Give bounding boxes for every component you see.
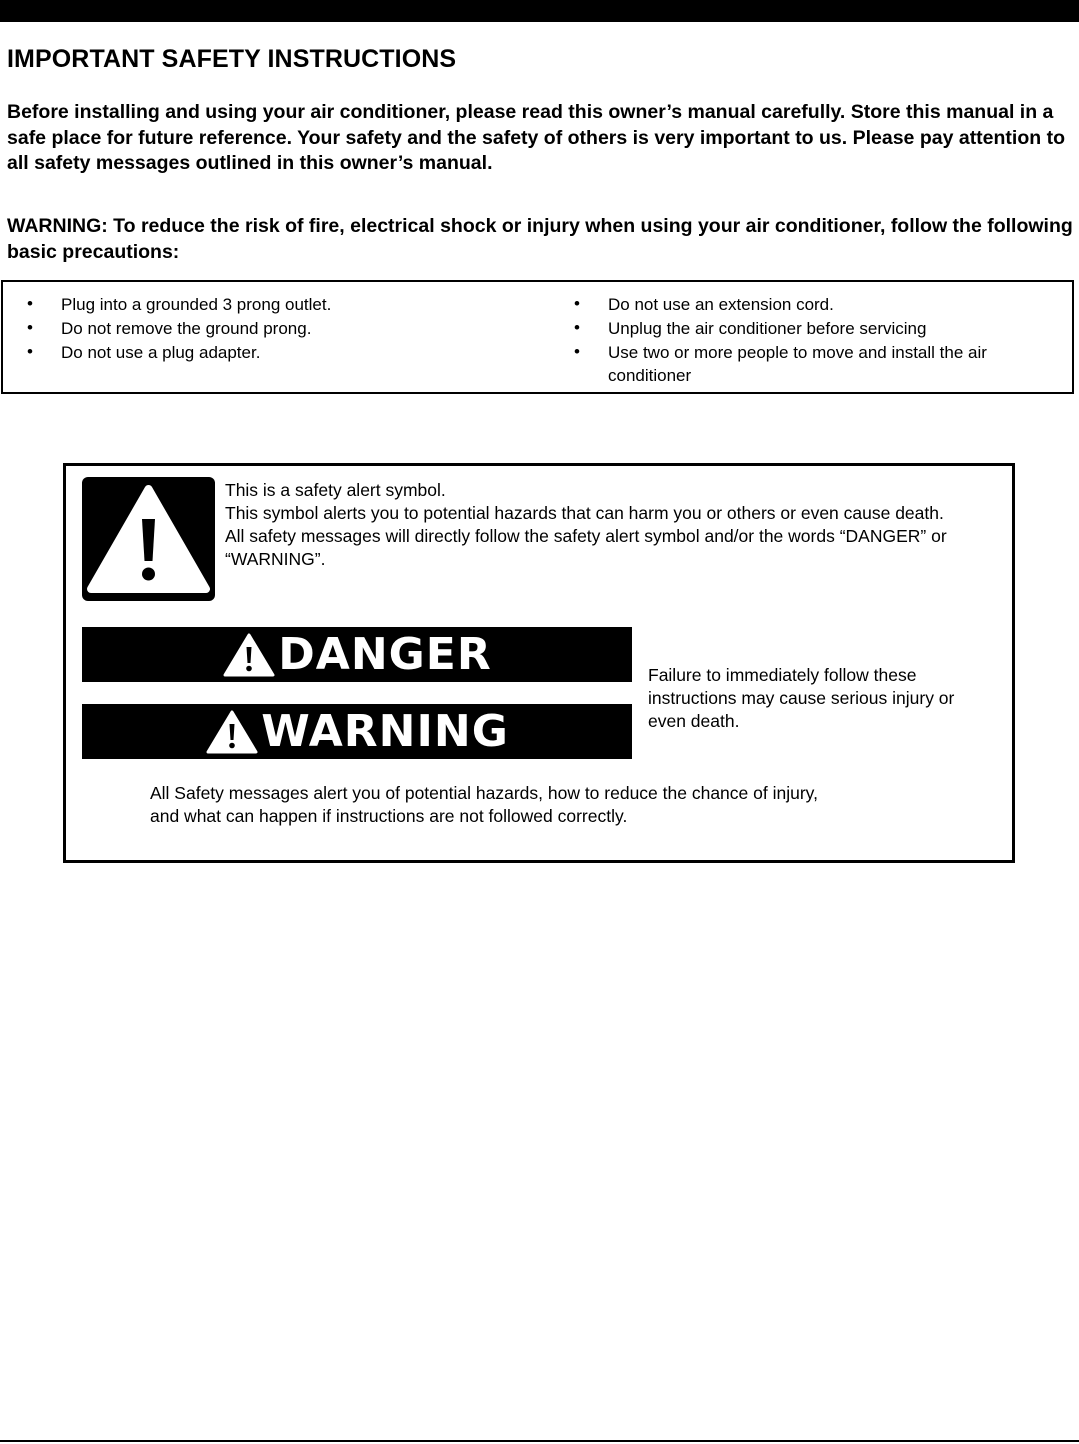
bullet-icon: • bbox=[574, 294, 580, 313]
legend-footer-text bbox=[150, 782, 950, 828]
list-item bbox=[3, 292, 523, 316]
bullet-icon: • bbox=[27, 294, 33, 313]
page-title: IMPORTANT SAFETY INSTRUCTIONS bbox=[7, 45, 457, 73]
precautions-right-list bbox=[550, 292, 1060, 387]
warning-label: WARNING bbox=[261, 705, 509, 757]
symbol-line: This symbol alerts you to potential hazards that can harm you or others or even cause death. bbox=[225, 503, 944, 523]
bullet-icon: • bbox=[27, 342, 33, 361]
danger-alert-icon bbox=[222, 632, 276, 678]
top-black-bar bbox=[0, 0, 1079, 22]
list-item bbox=[3, 316, 523, 340]
precautions-left-list bbox=[3, 292, 523, 364]
list-item bbox=[550, 292, 1060, 316]
list-item bbox=[550, 316, 1060, 340]
precaution-text: Plug into a grounded 3 prong outlet. bbox=[61, 295, 332, 314]
bullet-icon: • bbox=[27, 318, 33, 337]
signal-word-description: Failure to immediately follow these instructions may cause serious injury or even death. bbox=[648, 665, 955, 731]
list-item bbox=[3, 340, 523, 364]
safety-alert-triangle-icon bbox=[82, 477, 215, 601]
precaution-text: Do not use an extension cord. bbox=[608, 295, 834, 314]
bullet-icon: • bbox=[574, 342, 580, 361]
footer-line: and what can happen if instructions are not followed correctly. bbox=[150, 806, 628, 826]
precaution-text: Do not remove the ground prong. bbox=[61, 319, 312, 338]
precaution-text: Do not use a plug adapter. bbox=[61, 343, 261, 362]
bullet-icon: • bbox=[574, 318, 580, 337]
footer-line: All Safety messages alert you of potential hazards, how to reduce the chance of injury, bbox=[150, 783, 818, 803]
safety-symbol-description bbox=[225, 479, 1000, 571]
symbol-line: This is a safety alert symbol. bbox=[225, 480, 446, 500]
safety-legend-box bbox=[63, 463, 1015, 863]
precautions-box bbox=[1, 280, 1074, 394]
bottom-divider bbox=[0, 1440, 1079, 1442]
list-item bbox=[550, 340, 1060, 387]
danger-banner bbox=[82, 627, 632, 682]
intro-paragraph: Before installing and using your air conditioner, please read this owner’s manual carefully. Store this manual in a safe place for future reference. Your safety and the safety of others is very important to us. Please pay attention to all safety messages outlined in this owner’s manual. bbox=[7, 101, 1065, 174]
precaution-text: Use two or more people to move and install the air conditioner bbox=[608, 343, 987, 385]
danger-label: DANGER bbox=[278, 628, 492, 680]
warning-lead-paragraph: WARNING: To reduce the risk of fire, electrical shock or injury when using your air conditioner, follow the following basic precautions: bbox=[7, 215, 1073, 263]
precaution-text: Unplug the air conditioner before servicing bbox=[608, 319, 927, 338]
warning-banner bbox=[82, 704, 632, 759]
warning-alert-icon bbox=[205, 709, 259, 755]
symbol-line: All safety messages will directly follow the safety alert symbol and/or the words “DANGER” or “WARNING”. bbox=[225, 526, 947, 569]
